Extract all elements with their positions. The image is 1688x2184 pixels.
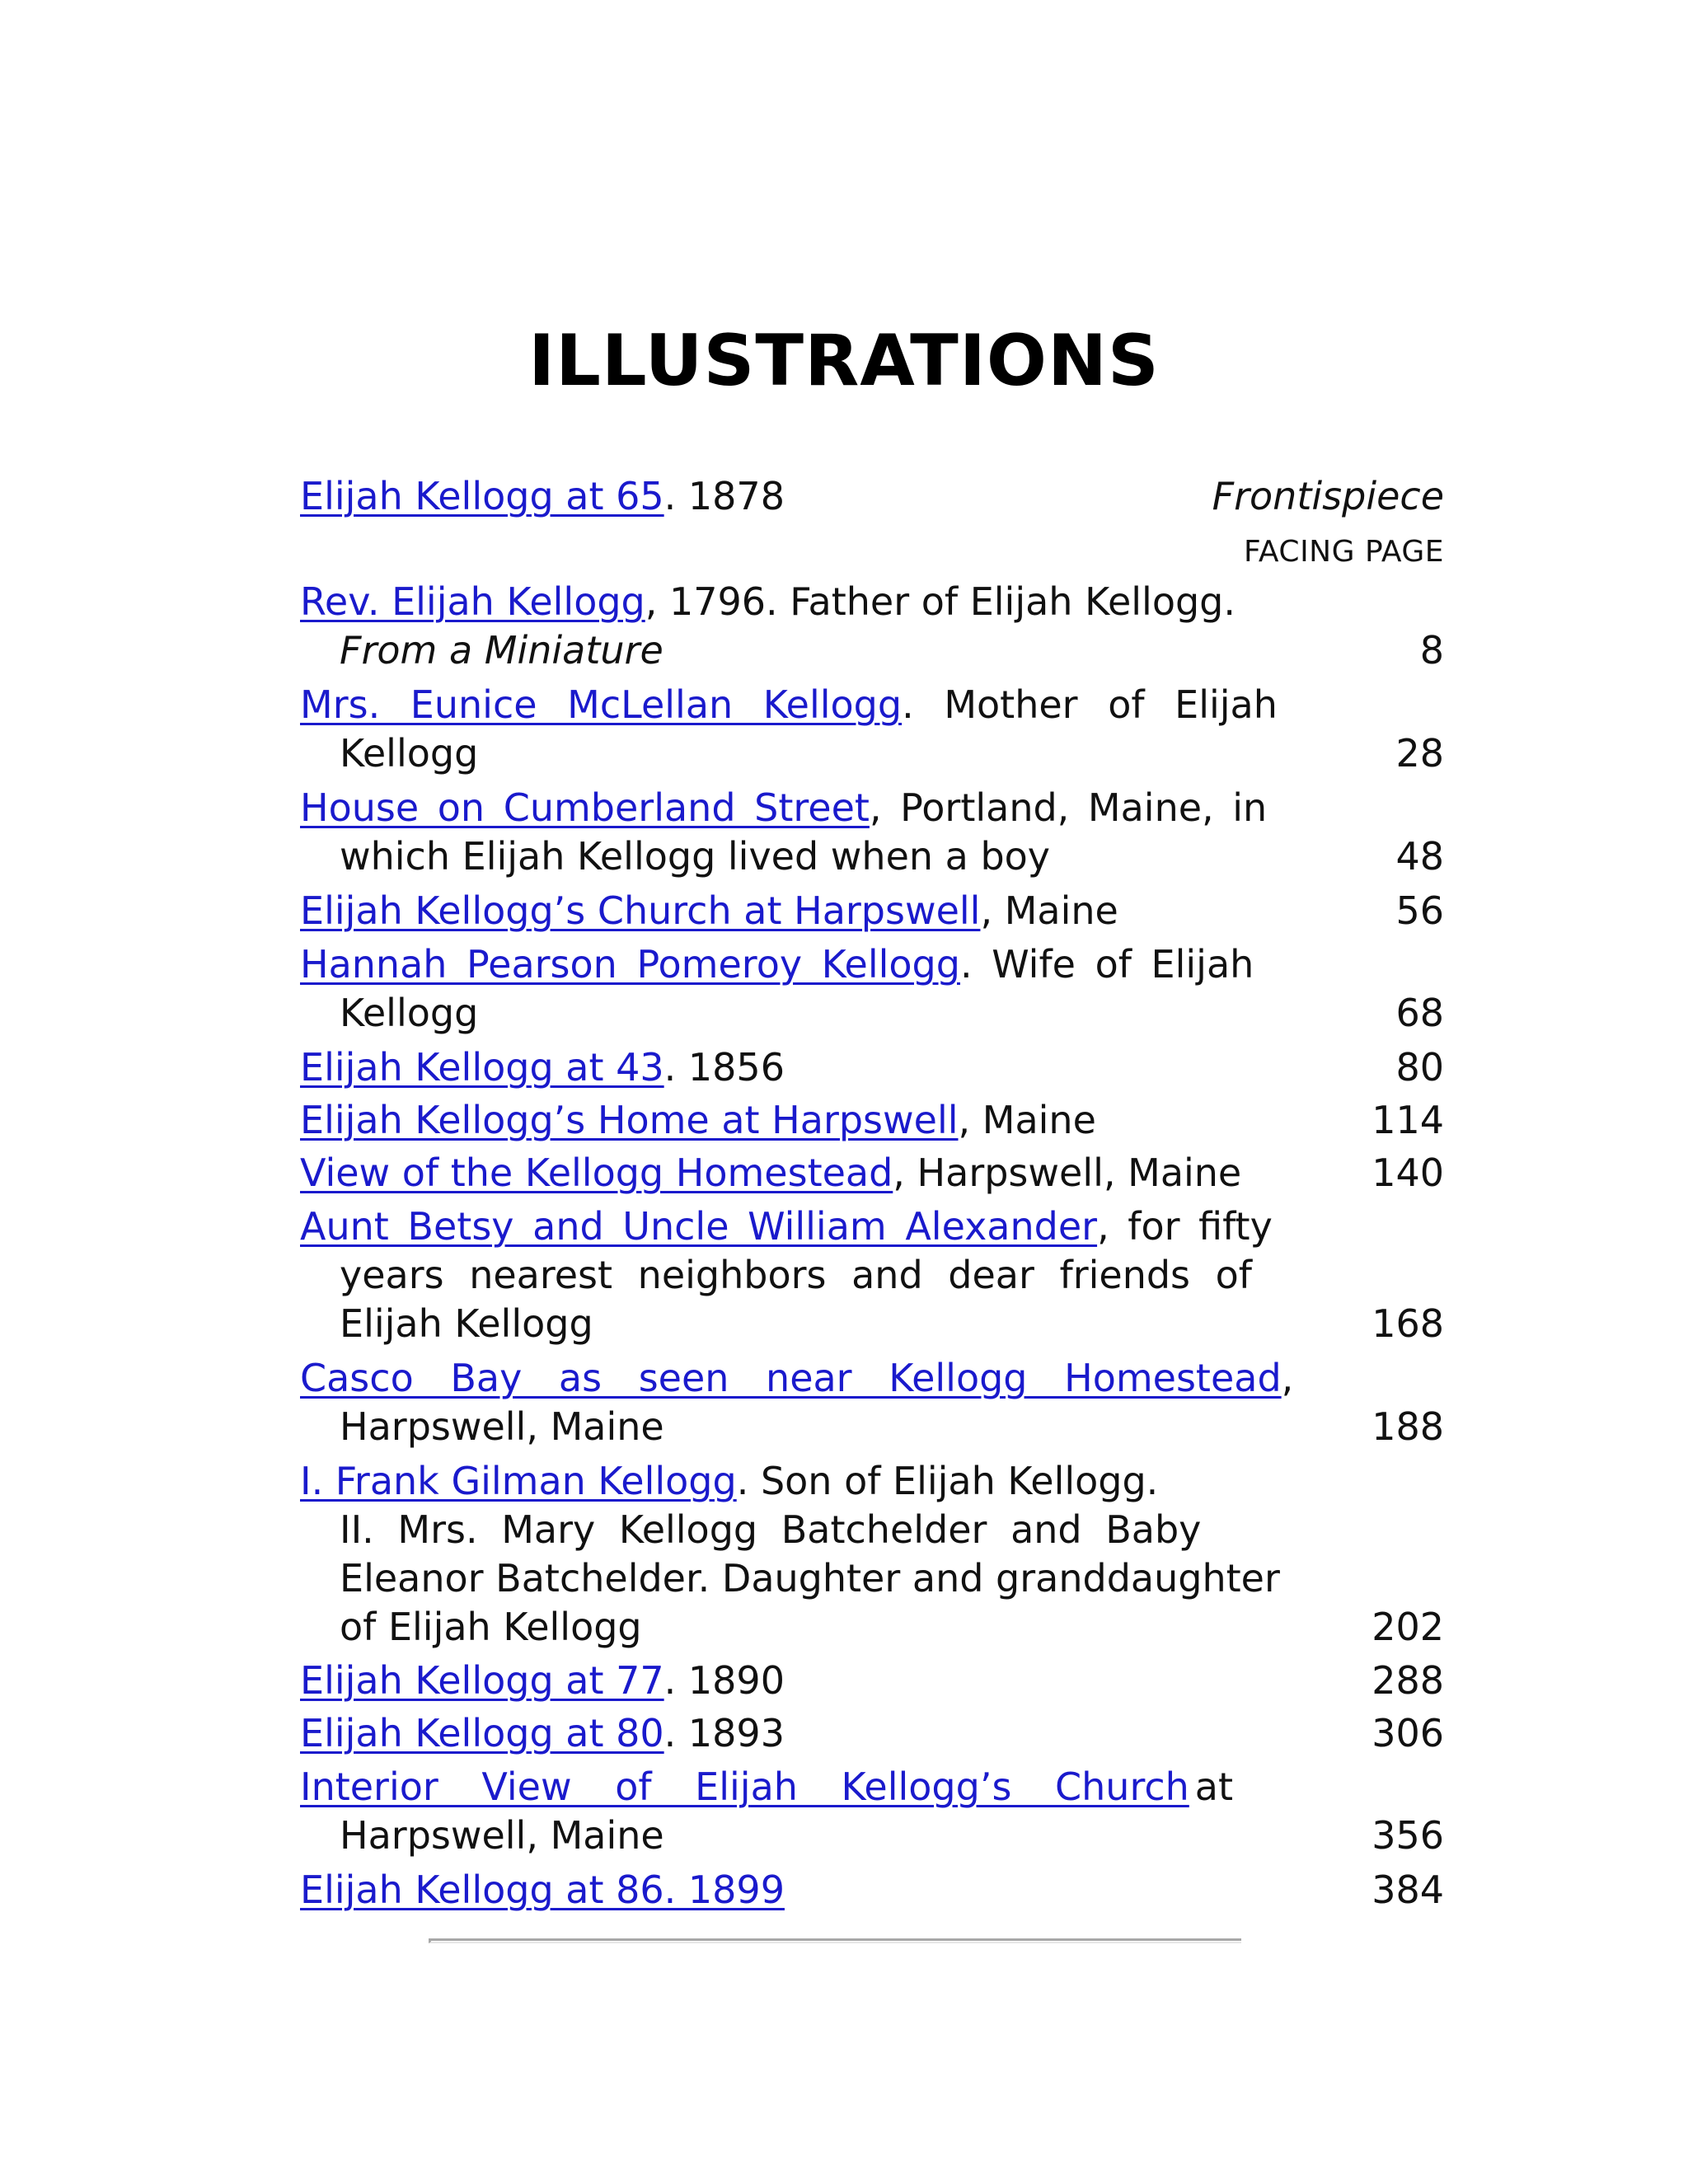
list-item [300,1353,1293,1403]
page-number: 384 [1372,1868,1444,1912]
list-item [300,1762,1189,1811]
illustration-link[interactable]: Elijah Kellogg at 86. 1899 [300,1868,785,1912]
entry-text: , [1281,1356,1294,1400]
entry-text: . 1878 [663,474,785,518]
frontispiece-label: Frontispiece [1212,474,1444,518]
illustration-link[interactable]: Casco Bay as seen near Kellogg Homestead [300,1356,1282,1400]
illustration-link[interactable]: Elijah Kellogg at 77 [300,1658,664,1703]
facing-page-label: FACING PAGE [1244,535,1444,569]
entry-text: From a Miniature [340,628,663,673]
entry-text: . 1856 [663,1045,785,1090]
entry-text: , Maine [958,1098,1096,1142]
illustration-link[interactable]: Hannah Pearson Pomeroy Kellogg [300,942,960,987]
page-number: 168 [1372,1301,1444,1346]
illustration-link[interactable]: Rev. Elijah Kellogg [300,579,645,624]
entry-text: Eleanor Batchelder. Daughter and granddaughter [340,1556,1280,1601]
list-item [300,1202,1273,1251]
entry-text: . 1893 [663,1711,785,1755]
entry-text: , Portland, Maine, in [869,785,1268,830]
list-item [300,680,1278,729]
list-item [300,1656,785,1705]
divider-rule [429,1938,1241,1943]
page-number: 114 [1372,1098,1444,1142]
entry-text: years nearest neighbors and dear friends of [340,1253,1252,1297]
list-item [300,1043,785,1092]
page-number: 140 [1372,1151,1444,1195]
illustration-link[interactable]: View of the Kellogg Homestead [300,1151,893,1195]
illustration-link[interactable]: Elijah Kellogg at 43 [300,1045,664,1090]
entry-text: , 1796. Father of Elijah Kellogg. [645,579,1236,624]
illustration-link[interactable]: House on Cumberland Street [300,785,870,830]
illustration-link[interactable]: Aunt Betsy and Uncle William Alexander [300,1204,1098,1249]
list-item [300,1095,1096,1145]
illustration-link[interactable]: Elijah Kellogg at 80 [300,1711,664,1755]
page-number: 56 [1395,888,1444,933]
entry-text: , Harpswell, Maine [893,1151,1242,1195]
illustration-link[interactable]: Interior View of Elijah Kellogg’s Church [300,1765,1189,1809]
page-number: 306 [1372,1711,1444,1755]
illustration-link[interactable]: I. Frank Gilman Kellogg [300,1459,737,1503]
entry-text: . 1890 [663,1658,785,1703]
list-item [300,1865,785,1915]
entry-text: . Mother of Elijah [902,682,1278,727]
entry-text: Kellogg [340,991,479,1035]
illustration-link[interactable]: Elijah Kellogg’s Church at Harpswell [300,888,981,933]
list-item [300,1708,785,1758]
page-title: ILLUSTRATIONS [528,320,1160,402]
page-number: 68 [1395,991,1444,1035]
entry-text: of Elijah Kellogg [340,1605,642,1649]
list-item [300,577,1236,626]
list-item [300,886,1118,935]
list-item [300,783,1267,832]
page-number: 80 [1395,1045,1444,1090]
entry-text: Kellogg [340,731,479,776]
entry-text: Elijah Kellogg [340,1301,593,1346]
page-number: 8 [1419,628,1444,673]
illustration-link[interactable]: Elijah Kellogg at 65 [300,474,664,518]
illustration-link[interactable]: Mrs. Eunice McLellan Kellogg [300,682,903,727]
entry-text: Harpswell, Maine [340,1404,664,1449]
entry-text: , for fifty [1097,1204,1273,1249]
page-number: 188 [1372,1404,1444,1449]
list-item [300,471,785,521]
illustration-link[interactable]: Elijah Kellogg’s Home at Harpswell [300,1098,959,1142]
page-number: 288 [1372,1658,1444,1703]
list-item [300,1456,1158,1506]
page-number: 48 [1395,834,1444,879]
page-number: 202 [1372,1605,1444,1649]
entry-text: at [1194,1765,1233,1809]
list-item [300,940,1254,989]
entry-text: Harpswell, Maine [340,1813,664,1858]
list-item [300,1148,1241,1197]
entry-text: , Maine [980,888,1118,933]
entry-text: . Son of Elijah Kellogg. [736,1459,1159,1503]
entry-text: which Elijah Kellogg lived when a boy [340,834,1051,879]
entry-text: II. Mrs. Mary Kellogg Batchelder and Baby [340,1507,1202,1552]
page-number: 28 [1395,731,1444,776]
page-number: 356 [1372,1813,1444,1858]
entry-text: . Wife of Elijah [959,942,1254,987]
